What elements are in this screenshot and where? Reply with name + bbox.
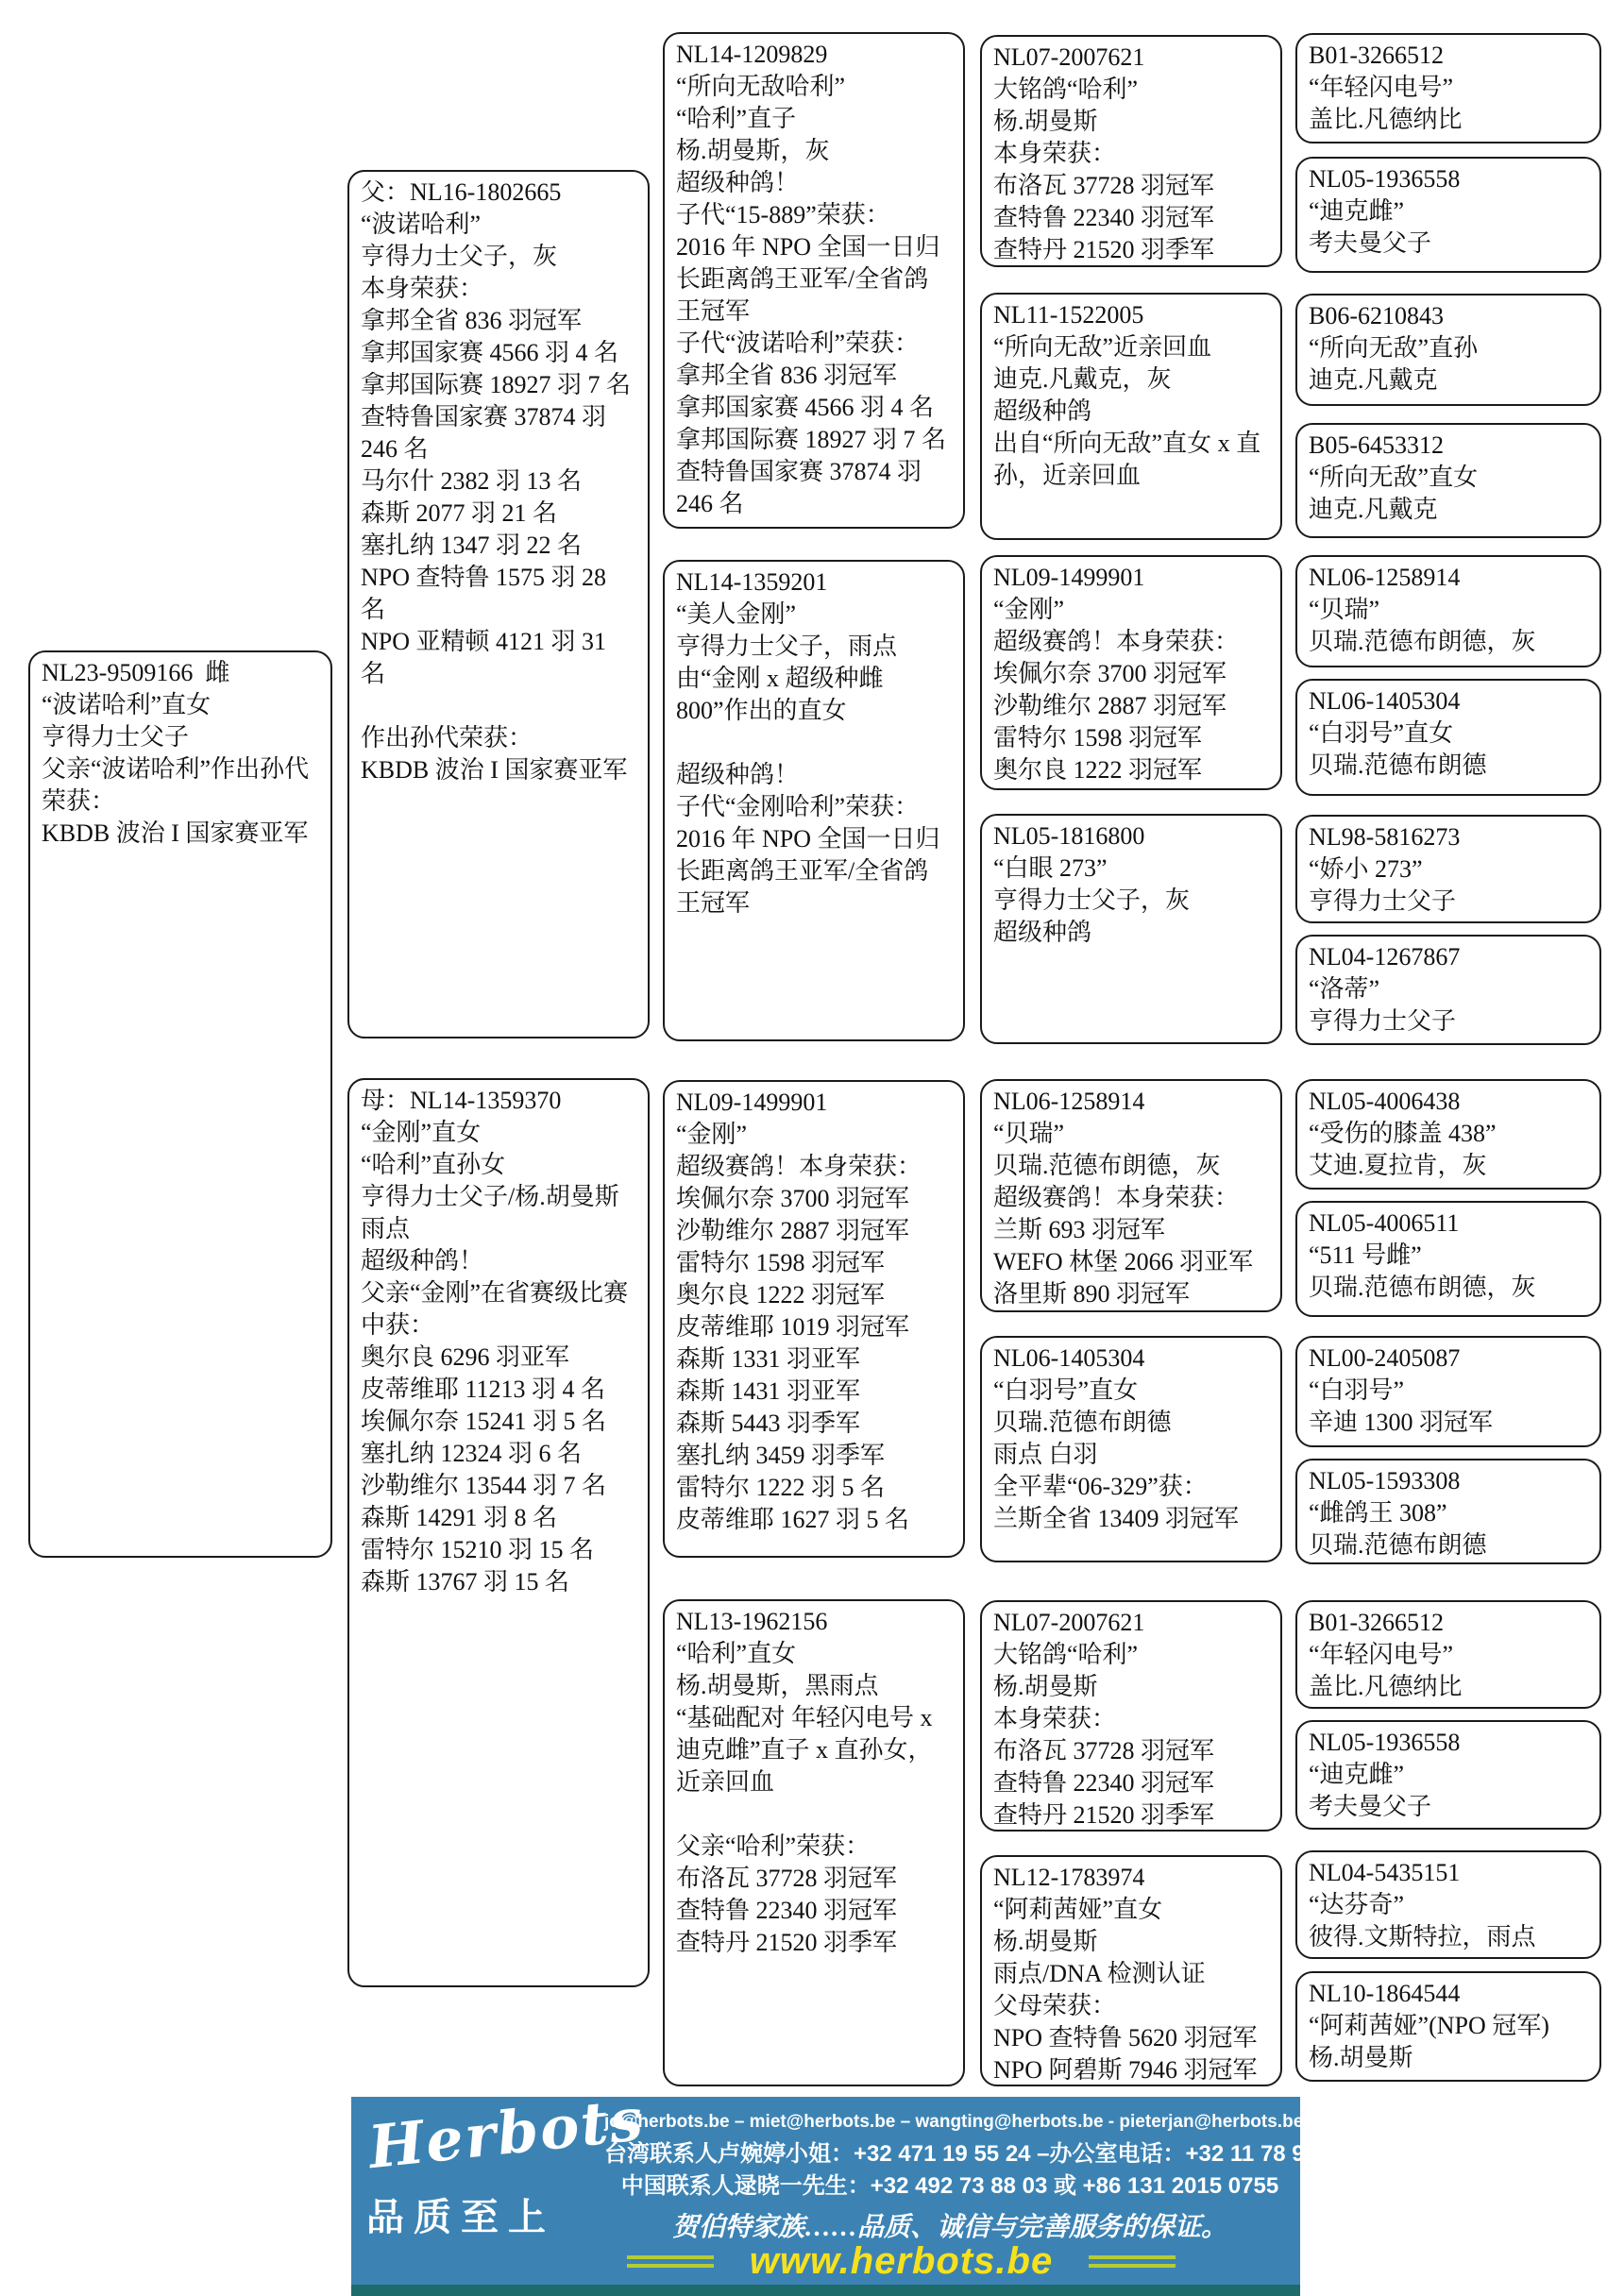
pedigree-line: NL05-4006438	[1309, 1088, 1461, 1115]
pedigree-box-gen3-2	[663, 560, 965, 1041]
pedigree-line: NL05-1593308	[1309, 1467, 1461, 1494]
pedigree-line: 父亲“金刚”在省赛级比赛中获：	[361, 1279, 629, 1339]
pedigree-line: 超级种鸽	[993, 919, 1092, 946]
pedigree-line: 彼得.文斯特拉，雨点	[1309, 1923, 1536, 1950]
pedigree-line: “哈利”直孙女	[361, 1151, 506, 1178]
pedigree-line: 贝瑞.范德布朗德	[1309, 751, 1487, 779]
pedigree-line: 布洛瓦 37728 羽冠军	[676, 1865, 898, 1892]
herbots-logo	[364, 2084, 648, 2241]
pedigree-line: “波诺哈利”直女	[42, 691, 211, 718]
pedigree-line: 亨得力士父子	[1309, 1007, 1457, 1035]
pedigree-line: 盖比.凡德纳比	[1309, 1673, 1463, 1700]
pedigree-line: 奥尔良 1222 羽冠军	[993, 756, 1203, 784]
pedigree-line: NL10-1864544	[1309, 1980, 1461, 2007]
pedigree-line: 雷特尔 1222 羽 5 名	[676, 1474, 886, 1501]
pedigree-line: NL05-1936558	[1309, 1729, 1461, 1756]
pedigree-line	[361, 690, 636, 722]
pedigree-line: 埃佩尔奈 15241 羽 5 名	[361, 1408, 607, 1435]
pedigree-box-gen5-15	[1295, 1850, 1601, 1959]
pedigree-line: NL06-1405304	[1309, 687, 1461, 715]
pedigree-line: 布洛瓦 37728 羽冠军	[993, 172, 1215, 199]
pedigree-line: 作出孙代荣获：	[361, 724, 533, 751]
pedigree-line: “年轻闪电号”	[1309, 1641, 1454, 1668]
pedigree-line: 辛迪 1300 羽冠军	[1309, 1409, 1494, 1436]
pedigree-line: NL04-1267867	[1309, 943, 1461, 971]
pedigree-line: 迪克.凡戴克	[1309, 366, 1438, 394]
pedigree-line: NL05-1816800	[993, 822, 1145, 850]
pedigree-line: NL05-1936558	[1309, 165, 1461, 193]
pedigree-line: NPO 查特鲁 1575 羽 28 名	[361, 564, 613, 623]
pedigree-line: 拿邦国际赛 18927 羽 7 名	[676, 426, 947, 453]
pedigree-line: 雷特尔 1598 羽冠军	[676, 1249, 886, 1276]
left-rule	[627, 2255, 714, 2268]
pedigree-line: 贝瑞.范德布朗德，灰	[1309, 1274, 1536, 1301]
pedigree-line: “所向无敌哈利”	[676, 73, 846, 100]
pedigree-line: 皮蒂维耶 1019 羽冠军	[676, 1313, 910, 1341]
pedigree-line: 马尔什 2382 羽 13 名	[361, 467, 583, 495]
pedigree-box-gen4-4	[980, 814, 1282, 1044]
pedigree-line: NL06-1258914	[1309, 564, 1461, 591]
pedigree-line: 父亲“波诺哈利”作出孙代荣获：	[42, 755, 310, 815]
pedigree-line: NL11-1522005	[993, 301, 1144, 329]
pedigree-line: 拿邦国家赛 4566 羽 4 名	[676, 394, 935, 421]
pedigree-line: “所向无敌”近亲回血	[993, 333, 1212, 361]
pedigree-box-gen5-13	[1295, 1600, 1601, 1709]
pedigree-line: 杨.胡曼斯	[993, 1928, 1098, 1955]
pedigree-line: 子代“15-889”荣获：	[676, 201, 890, 228]
pedigree-line: 洛里斯 890 羽冠军	[993, 1280, 1191, 1308]
pedigree-line: 兰斯全省 13409 羽冠军	[993, 1505, 1240, 1532]
pedigree-line: 拿邦国际赛 18927 羽 7 名	[361, 371, 632, 398]
pedigree-line: 亨得力士父子	[1309, 887, 1457, 915]
pedigree-line: 埃佩尔奈 3700 羽冠军	[993, 660, 1227, 687]
pedigree-box-gen4-5	[980, 1079, 1282, 1312]
pedigree-line: “年轻闪电号”	[1309, 74, 1454, 101]
pedigree-line: 森斯 13767 羽 15 名	[361, 1568, 570, 1595]
pedigree-line: “美人金刚”	[676, 600, 797, 628]
pedigree-line: KBDB 波治 I 国家赛亚军	[361, 756, 628, 784]
pedigree-box-gen5-11	[1295, 1336, 1601, 1447]
pedigree-line: NL09-1499901	[993, 564, 1145, 591]
pedigree-line: 拿邦全省 836 羽冠军	[361, 307, 583, 334]
pedigree-box-gen5-10	[1295, 1201, 1601, 1317]
pedigree-line: “波诺哈利”	[361, 211, 482, 238]
pedigree-box-gen4-3	[980, 555, 1282, 790]
pedigree-line: 贝瑞.范德布朗德，灰	[993, 1152, 1221, 1179]
pedigree-line: “白羽号”直女	[1309, 719, 1454, 747]
pedigree-line: 艾迪.夏拉肯，灰	[1309, 1152, 1487, 1179]
pedigree-line: NL04-5435151	[1309, 1859, 1461, 1886]
pedigree-box-gen5-16	[1295, 1971, 1601, 2082]
pedigree-line: 沙勒维尔 2887 羽冠军	[993, 692, 1227, 719]
pedigree-line: 塞扎纳 3459 羽季军	[676, 1442, 886, 1469]
pedigree-line: 奥尔良 6296 羽亚军	[361, 1343, 570, 1371]
brand-name: Herbots	[364, 2084, 648, 2183]
pedigree-box-gen5-14	[1295, 1720, 1601, 1830]
pedigree-line: 子代“波诺哈利”荣获：	[676, 329, 920, 357]
pedigree-line: “贝瑞”	[993, 1120, 1065, 1147]
pedigree-line: 查特鲁 22340 羽冠军	[676, 1897, 898, 1924]
pedigree-line: 埃佩尔奈 3700 羽冠军	[676, 1185, 910, 1212]
pedigree-box-gen4-8	[980, 1855, 1282, 2086]
pedigree-line: 森斯 1331 羽亚军	[676, 1345, 861, 1373]
pedigree-line: 亨得力士父子，雨点	[676, 633, 898, 660]
contact-china: 中国联系人逯晓一先生：+32 492 73 88 03 或 +86 131 2015 0755	[620, 2173, 1279, 2199]
pedigree-line: 杨.胡曼斯	[993, 1673, 1098, 1700]
pedigree-line: 父：NL16-1802665	[361, 178, 562, 206]
pedigree-box-father	[347, 170, 650, 1038]
pedigree-line: 超级种鸽！	[361, 1247, 484, 1275]
pedigree-line: “金刚”	[676, 1121, 748, 1148]
pedigree-line: 雷特尔 1598 羽冠军	[993, 724, 1203, 751]
pedigree-box-gen5-4	[1295, 423, 1601, 538]
pedigree-line: 出自“所向无敌”直女 x 直孙，近亲回血	[993, 430, 1261, 489]
pedigree-line: 大铭鸽“哈利”	[993, 76, 1139, 103]
pedigree-line: 沙勒维尔 2887 羽冠军	[676, 1217, 910, 1244]
pedigree-line: “白羽号”直女	[993, 1376, 1139, 1404]
pedigree-line: “基础配对 年轻闪电号 x 迪克雌”直子 x 直孙女，近亲回血	[676, 1704, 939, 1796]
pedigree-line: “阿莉茜娅”(NPO 冠军)	[1309, 2012, 1549, 2039]
pedigree-box-gen5-12	[1295, 1459, 1601, 1564]
pedigree-line: 杨.胡曼斯，灰	[676, 137, 830, 164]
pedigree-box-gen3-1	[663, 32, 965, 529]
pedigree-box-gen4-6	[980, 1336, 1282, 1562]
pedigree-line: 杨.胡曼斯，黑雨点	[676, 1672, 879, 1699]
pedigree-line: 塞扎纳 12324 羽 6 名	[361, 1440, 583, 1467]
pedigree-line: 兰斯 693 羽冠军	[993, 1216, 1166, 1243]
pedigree-box-gen5-5	[1295, 555, 1601, 667]
pedigree-line: NL09-1499901	[676, 1089, 828, 1116]
pedigree-box-subject	[28, 650, 332, 1558]
pedigree-line: NL14-1359201	[676, 568, 828, 596]
pedigree-line: “受伤的膝盖 438”	[1309, 1120, 1497, 1147]
pedigree-line: 查特丹 21520 羽季军	[676, 1929, 898, 1956]
pedigree-line: 由“金刚 x 超级种雌 800”作出的直女	[676, 665, 890, 724]
pedigree-box-gen4-1	[980, 35, 1282, 267]
contact-taiwan: 台湾联系人卢婉婷小姐：+32 471 19 55 24 –办公室电话：+32 11 78 91 90	[604, 2141, 1349, 2167]
pedigree-line: 沙勒维尔 13544 羽 7 名	[361, 1472, 607, 1499]
pedigree-box-gen5-8	[1295, 935, 1601, 1045]
pedigree-line: 奥尔良 1222 羽冠军	[676, 1281, 886, 1308]
pedigree-line: B01-3266512	[1309, 1609, 1444, 1636]
pedigree-line: NL07-2007621	[993, 1609, 1145, 1636]
pedigree-line: “所向无敌”直孙	[1309, 334, 1479, 362]
pedigree-line: 大铭鸽“哈利”	[993, 1641, 1139, 1668]
pedigree-line: 雨点	[361, 1215, 411, 1242]
pedigree-line: NL06-1258914	[993, 1088, 1145, 1115]
pedigree-line: B05-6453312	[1309, 431, 1444, 459]
pedigree-line: “所向无敌”直女	[1309, 464, 1479, 491]
pedigree-line: 超级种鸽！	[676, 761, 800, 788]
pedigree-line: 拿邦国家赛 4566 羽 4 名	[361, 339, 619, 366]
pedigree-line: “洛蒂”	[1309, 975, 1380, 1003]
pedigree-box-mother	[347, 1078, 650, 1987]
pedigree-box-gen5-6	[1295, 679, 1601, 796]
pedigree-line: NPO 查特鲁 5620 羽冠军	[993, 2024, 1258, 2051]
pedigree-line: B01-3266512	[1309, 42, 1444, 69]
pedigree-line: 皮蒂维耶 11213 羽 4 名	[361, 1376, 606, 1403]
pedigree-line	[676, 1798, 952, 1831]
pedigree-line: 雨点/DNA 检测认证	[993, 1960, 1206, 1987]
pedigree-line: “迪克雌”	[1309, 197, 1405, 225]
pedigree-line: 迪克.凡戴克	[1309, 496, 1438, 523]
pedigree-line: 亨得力士父子，灰	[361, 243, 558, 270]
pedigree-line: 拿邦全省 836 羽冠军	[676, 362, 898, 389]
pedigree-line: 子代“金刚哈利”荣获：	[676, 793, 920, 820]
pedigree-line: 查特丹 21520 羽季军	[993, 1801, 1215, 1829]
pedigree-line: 杨.胡曼斯	[993, 108, 1098, 135]
pedigree-box-gen4-2	[980, 293, 1282, 540]
pedigree-line: 查特丹 21520 羽季军	[993, 236, 1215, 263]
pedigree-box-gen5-3	[1295, 294, 1601, 406]
contact-block	[604, 2106, 1349, 2203]
pedigree-line: WEFO 林堡 2066 羽亚军	[993, 1248, 1254, 1275]
pedigree-line: 父母荣获：	[993, 1992, 1117, 2019]
pedigree-line: 布洛瓦 37728 羽冠军	[993, 1737, 1215, 1764]
pedigree-line: NL06-1405304	[993, 1344, 1145, 1372]
pedigree-line: 森斯 14291 羽 8 名	[361, 1504, 558, 1531]
pedigree-line: 超级赛鸽！本身荣获：	[993, 628, 1240, 655]
bottom-strip	[351, 2285, 1300, 2296]
pedigree-line: “金刚”	[993, 596, 1065, 623]
pedigree-line: 考夫曼父子	[1309, 1793, 1432, 1820]
pedigree-line: “迪克雌”	[1309, 1761, 1405, 1788]
pedigree-box-gen3-3	[663, 1080, 965, 1558]
pedigree-line: “雌鸽王 308”	[1309, 1499, 1447, 1527]
pedigree-line: 森斯 5443 羽季军	[676, 1410, 861, 1437]
pedigree-line: NL07-2007621	[993, 43, 1145, 71]
pedigree-line: 贝瑞.范德布朗德	[1309, 1531, 1487, 1559]
pedigree-box-gen5-7	[1295, 815, 1601, 923]
pedigree-line: 森斯 1431 羽亚军	[676, 1377, 861, 1405]
pedigree-line	[676, 727, 952, 759]
pedigree-line: NL14-1209829	[676, 41, 828, 68]
pedigree-line: 亨得力士父子	[42, 723, 190, 751]
pedigree-line: B06-6210843	[1309, 302, 1444, 329]
pedigree-line: 查特鲁 22340 羽冠军	[993, 1769, 1215, 1797]
pedigree-line: “阿莉茜娅”直女	[993, 1896, 1163, 1923]
pedigree-line: “哈利”直女	[676, 1640, 797, 1667]
pedigree-line: 雨点 白羽	[993, 1441, 1098, 1468]
pedigree-line: 迪克.凡戴克，灰	[993, 365, 1172, 393]
pedigree-line: “白羽号”	[1309, 1376, 1405, 1404]
pedigree-line: NPO 阿碧斯 7946 羽冠军	[993, 2056, 1258, 2084]
pedigree-line: 亨得力士父子/杨.胡曼斯	[361, 1183, 619, 1210]
pedigree-line: “白眼 273”	[993, 854, 1108, 882]
right-rule	[1089, 2255, 1176, 2268]
pedigree-box-gen5-9	[1295, 1079, 1601, 1190]
pedigree-line: “达芬奇”	[1309, 1891, 1405, 1918]
pedigree-line: 母：NL14-1359370	[361, 1087, 562, 1114]
pedigree-line: 杨.胡曼斯	[1309, 2044, 1413, 2071]
pedigree-line: 2016 年 NPO 全国一日归长距离鸽王亚军/全省鸽王冠军	[676, 233, 940, 325]
website-url: www.herbots.be	[749, 2240, 1054, 2282]
footer-banner	[351, 2084, 1349, 2296]
pedigree-line: NL00-2405087	[1309, 1344, 1461, 1372]
pedigree-line: “贝瑞”	[1309, 596, 1380, 623]
pedigree-line: 本身荣获：	[361, 275, 484, 302]
pedigree-box-gen3-4	[663, 1599, 965, 2086]
pedigree-line: NL05-4006511	[1309, 1209, 1460, 1237]
brand-tagline: 品质至上	[366, 2196, 555, 2238]
pedigree-line: 皮蒂维耶 1627 羽 5 名	[676, 1506, 910, 1533]
pedigree-line: 盖比.凡德纳比	[1309, 106, 1463, 133]
pedigree-line: NL23-9509166 雌	[42, 659, 230, 686]
pedigree-line: 亨得力士父子，灰	[993, 886, 1191, 914]
pedigree-line: NL98-5816273	[1309, 823, 1461, 851]
pedigree-line: 父亲“哈利”荣获：	[676, 1832, 871, 1860]
pedigree-line: 查特鲁国家赛 37874 羽 246 名	[676, 458, 928, 517]
pedigree-box-gen4-7	[980, 1600, 1282, 1832]
pedigree-line: “娇小 273”	[1309, 855, 1423, 883]
pedigree-box-gen5-2	[1295, 157, 1601, 273]
pedigree-line: KBDB 波治 I 国家赛亚军	[42, 819, 309, 847]
pedigree-line: 2016 年 NPO 全国一日归长距离鸽王亚军/全省鸽王冠军	[676, 825, 940, 917]
pedigree-line: 查特鲁国家赛 37874 羽 246 名	[361, 403, 613, 463]
website-row	[502, 2240, 1300, 2283]
pedigree-line: 超级赛鸽！本身荣获：	[676, 1153, 922, 1180]
pedigree-line: NL12-1783974	[993, 1864, 1145, 1891]
pedigree-line: 本身荣获：	[993, 1705, 1117, 1732]
pedigree-line: 超级种鸽	[993, 397, 1092, 425]
contact-emails: jo@herbots.be – miet@herbots.be – wangting@herbots.be - pieterjan@herbots.be	[604, 2112, 1304, 2132]
pedigree-line: 贝瑞.范德布朗德，灰	[1309, 628, 1536, 655]
pedigree-line: 贝瑞.范德布朗德	[993, 1409, 1172, 1436]
pedigree-line: 超级种鸽！	[676, 169, 800, 196]
pedigree-line: 考夫曼父子	[1309, 229, 1432, 257]
pedigree-box-gen5-1	[1295, 33, 1601, 144]
pedigree-line: 查特鲁 22340 羽冠军	[993, 204, 1215, 231]
pedigree-line: 本身荣获：	[993, 140, 1117, 167]
pedigree-line: NL13-1962156	[676, 1608, 828, 1635]
pedigree-line: “哈利”直子	[676, 105, 797, 132]
pedigree-line: “金刚”直女	[361, 1119, 482, 1146]
pedigree-line: 森斯 2077 羽 21 名	[361, 499, 558, 527]
pedigree-line: 塞扎纳 1347 羽 22 名	[361, 532, 583, 559]
pedigree-line: 全平辈“06-329”获：	[993, 1473, 1208, 1500]
footer-slogan: 贺伯特家族……品质、诚信与完善服务的保证。	[671, 2213, 1227, 2242]
pedigree-line: “511 号雌”	[1309, 1241, 1422, 1269]
pedigree-line: 超级赛鸽！本身荣获：	[993, 1184, 1240, 1211]
pedigree-line: NPO 亚精顿 4121 羽 31 名	[361, 628, 613, 687]
pedigree-line: 雷特尔 15210 羽 15 名	[361, 1536, 595, 1563]
